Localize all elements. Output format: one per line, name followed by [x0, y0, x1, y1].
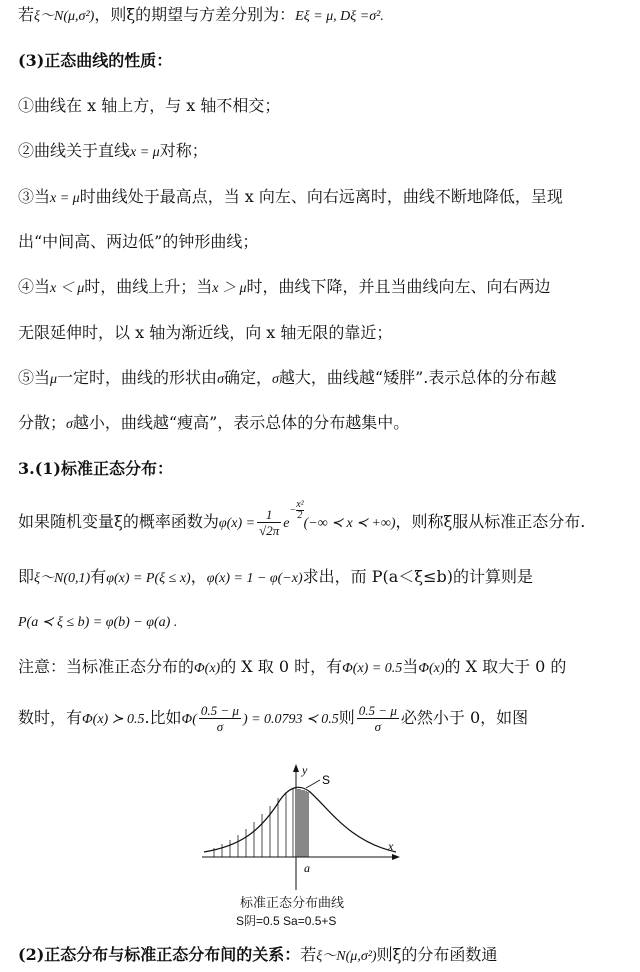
a-label: a: [304, 861, 310, 875]
formula: σ: [217, 372, 224, 387]
property-5: [18, 367, 630, 391]
text: 当: [402, 657, 419, 676]
property-2: [18, 140, 630, 164]
exponent-denominator: 2: [297, 510, 303, 521]
formula: e: [283, 515, 290, 531]
property-1: ①曲线在 x 轴上方，与 x 轴不相交；: [18, 96, 281, 115]
text: 时，曲线上升；当: [84, 277, 213, 296]
text: ②曲线关于直线: [18, 141, 131, 160]
text: 的 X 取大于 0 的: [444, 657, 567, 676]
text: 一定时，曲线的形状由: [57, 368, 218, 387]
property-5-cont: [18, 412, 630, 436]
formula: μ: [50, 372, 58, 387]
relation-heading-line: [18, 944, 630, 968]
text: 越大，曲线越“矮胖”.表示总体的分布越: [278, 368, 557, 387]
text: 越小，曲线越“瘦高”，表示总体的分布越集中。: [72, 413, 410, 432]
formula: ξ～N(μ,σ²): [316, 949, 377, 964]
denominator: σ: [374, 719, 382, 734]
note-line: [18, 656, 630, 680]
normal-curve-svg: [200, 762, 410, 892]
formula: Φ(x) = 0.5: [342, 661, 403, 676]
text: 有: [90, 567, 107, 586]
note-line-cont: [18, 700, 630, 738]
formula: Φ(x): [418, 661, 445, 676]
text: 注意：当标准正态分布的: [18, 657, 195, 676]
text: ④当: [18, 277, 51, 296]
text: 确定，: [223, 368, 272, 387]
text: ，: [190, 567, 207, 586]
text: 数时，有: [18, 708, 83, 727]
normal-curve-figure: [200, 762, 410, 932]
formula: (−∞ ≺ x ≺ +∞): [303, 515, 396, 531]
text: 分散；: [18, 413, 67, 432]
formula: σ: [271, 372, 279, 387]
expectation-variance-line: [18, 4, 630, 28]
heading-normal-curve-properties: (3)正态曲线的性质：: [18, 51, 173, 70]
text: 对称；: [159, 141, 208, 160]
formula: φ(x) = 1 − φ(−x): [206, 571, 303, 586]
text: 求出，而 P(a＜ξ≤b)的计算则是: [302, 567, 533, 586]
shading-s: [298, 789, 308, 857]
y-axis-arrow: [293, 764, 299, 772]
text: ③当: [18, 187, 51, 206]
text: .比如: [144, 708, 182, 727]
exponent-minus: −: [289, 504, 297, 516]
text: 即: [18, 567, 35, 586]
s-label: S: [322, 773, 331, 787]
text: ，则称ξ服从标准正态分布.: [395, 511, 586, 531]
figure-caption: 标准正态分布曲线: [240, 895, 345, 910]
numerator: 0.5 − μ: [200, 703, 239, 718]
formula: σ: [66, 417, 73, 432]
denominator: σ: [216, 719, 224, 734]
formula: φ(x) = P(ξ ≤ x): [106, 571, 191, 586]
fraction: [257, 507, 281, 538]
text: 则: [338, 708, 355, 727]
formula: P(a ≺ ξ ≤ b) = φ(b) − φ(a) .: [18, 615, 178, 630]
x-label: x: [388, 839, 394, 853]
property-3: [18, 186, 630, 210]
numerator: 0.5 − μ: [358, 703, 397, 718]
text: 时曲线处于最高点，当 x 向左、向右远离时，曲线不断地降低，呈现: [79, 187, 563, 206]
formula: x = μ: [130, 145, 160, 160]
text: 如果随机变量ξ的概率函数为: [18, 511, 219, 531]
property-4: [18, 276, 630, 300]
exponent: [289, 500, 303, 521]
heading-standard-normal: 3.(1)标准正态分布：: [18, 459, 173, 478]
text: 若: [300, 945, 317, 964]
formula: φ(x) =: [218, 515, 256, 531]
exponent-numerator: x²: [296, 499, 304, 510]
text: 的 X 取 0 时，有: [220, 657, 343, 676]
property-4-cont: 无限延伸时，以 x 轴为渐近线，向 x 轴无限的靠近；: [18, 323, 393, 342]
y-label: y: [302, 763, 308, 777]
formula: Φ(: [181, 712, 197, 727]
formula: x ＜ μ: [50, 281, 85, 296]
standard-normal-definition: [18, 500, 630, 542]
interval-probability-formula: [18, 610, 630, 634]
figure-caption-areas: S阴=0.5 Sa=0.5+S: [236, 914, 337, 928]
standard-normal-relation: [18, 566, 630, 590]
formula: x = μ: [50, 191, 80, 206]
text: ，则ξ的期望与方差分别为：: [94, 5, 296, 24]
property-3-cont: 出“中间高、两边低”的钟形曲线；: [18, 232, 259, 251]
formula: Eξ = μ, Dξ =σ².: [295, 9, 384, 24]
x-axis-arrow: [392, 854, 400, 860]
formula: Φ(x): [194, 661, 221, 676]
text: 时，曲线下降，并且当曲线向左、向右两边: [246, 277, 551, 296]
text: 必然小于 0，如图: [400, 708, 529, 727]
formula: ξ～N(0,1): [34, 571, 91, 586]
text: 则ξ的分布函数通: [376, 945, 498, 964]
text: ⑤当: [18, 368, 51, 387]
denominator: √2π: [259, 522, 280, 538]
fraction: [199, 703, 241, 734]
heading-relation: (2)正态分布与标准正态分布间的关系：: [18, 945, 301, 964]
text: 若: [18, 5, 35, 24]
fraction-repeat: [357, 703, 399, 734]
s-pointer: [306, 780, 320, 788]
formula: Φ(x) ≻ 0.5: [82, 712, 145, 727]
formula: ) = 0.0793 ≺ 0.5: [242, 712, 339, 727]
formula: x ＞ μ: [212, 281, 247, 296]
numerator: 1: [257, 507, 281, 523]
formula: ξ～N(μ,σ²): [34, 9, 95, 24]
